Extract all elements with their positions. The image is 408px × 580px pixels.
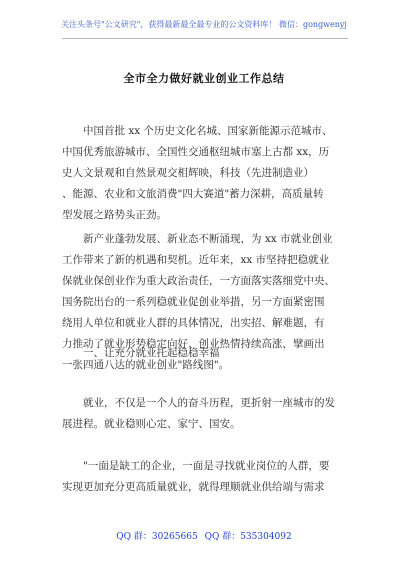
header-promo-note: 关注头条号"公文研究"，获得最新最全最专业的公文资料库！ 微信：gongwenyj xyxy=(61,20,347,29)
footer-qq-group-2: QQ 群：535304092 xyxy=(204,532,292,542)
footer-contact xyxy=(0,531,408,543)
header-divider xyxy=(62,38,348,39)
paragraph-line: 工作带来了新的机遇和契机。近年来，xx 市坚持把稳就业 xyxy=(62,254,330,266)
paragraph-line: 、能源、农业和文旅消费"四大赛道"蓄力深耕，高质量转 xyxy=(62,188,324,200)
paragraph-line: 国务院出台的一系列稳就业促创业举措，另一方面紧密围 xyxy=(62,296,325,308)
paragraph-line: 史人文景观和自然景观交相辉映，科技（先进制造业） xyxy=(62,167,314,179)
paragraph-1 xyxy=(62,121,348,226)
paragraph-line: 中国首批 xx 个历史文化名城、国家新能源示范城市、 xyxy=(83,125,333,137)
paragraph-line: 型发展之路势头正劲。 xyxy=(62,209,167,221)
paragraph-line: 一张四通八达的就业创业"路线图"。 xyxy=(62,359,230,371)
paragraph-3 xyxy=(62,393,348,435)
paragraph-line: 中国优秀旅游城市、全国性交通枢纽城市塞上古都 xx，历 xyxy=(62,146,330,158)
section-heading-text: 一、让充分就业托起稳稳幸福 xyxy=(83,347,220,359)
paragraph-line: 绕用人单位和就业人群的具体情况，出实招、解难题，有 xyxy=(62,317,325,329)
paragraph-line: "一面是缺工的企业，一面是寻找就业岗位的人群，要 xyxy=(83,460,330,472)
paragraph-line: 展进程。就业稳则心定、家宁、国安。 xyxy=(62,418,241,430)
paragraph-line: 力推动了就业形势稳定向好、创业热情持续高涨，擘画出 xyxy=(62,338,325,350)
footer-qq-group-1: QQ 群：30265665 xyxy=(116,532,198,542)
document-title: 全市全力做好就业创业工作总结 xyxy=(123,72,285,85)
paragraph-line: 就业，不仅是一个人的奋斗历程，更折射一座城市的发 xyxy=(83,397,335,409)
paragraph-line: 保就业保创业作为重大政治责任，一方面落实落细党中央、 xyxy=(62,275,335,287)
section-heading-1 xyxy=(62,343,348,364)
paragraph-line: 实现更加充分更高质量就业，就得理顺就业供给端与需求 xyxy=(62,481,325,493)
paragraph-4 xyxy=(62,456,348,498)
paragraph-line: 新产业蓬勃发展、新业态不断涌现，为 xx 市就业创业 xyxy=(83,233,333,245)
